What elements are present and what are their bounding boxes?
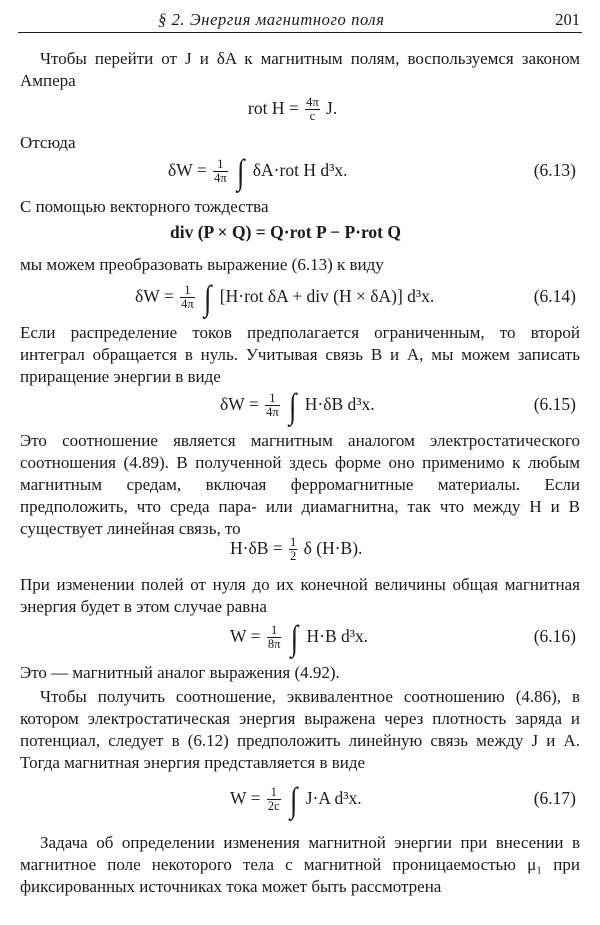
eq-6-14-fraction: $\frac{1}{4\pi}$	[181, 283, 194, 312]
equation-number-6-15: (6.15)	[533, 394, 576, 414]
word-otsyuda: Отсюда	[20, 133, 76, 152]
equation-number-6-17: (6.17)	[533, 788, 576, 808]
equation-ampere	[20, 96, 580, 130]
eq-6-17-fraction: $\frac{1}{2c}$	[267, 785, 280, 814]
eq-6-15-fraction: $\frac{1}{4\pi}$	[266, 391, 279, 420]
equation-6-14: δW = $\frac{1}{4\pi}$ ∫ [H·rot δA + div (H × δA)] d³x. (6.14)	[135, 278, 576, 318]
equation-6-15: δW = $\frac{1}{4\pi}$ ∫ H·δB d³x. (6.15)	[220, 386, 576, 426]
paragraph-magnetic-analog: Это соотношение является магнитным аналогом электростатического соотношения (4.89). В полученной здесь форме оно применимо к любым магнитным средам, включая ферромагнитные материалы. Если предположить, что среда пара- или диамагнитна, так что между H и B существует линейная связь, то	[20, 431, 580, 538]
equation-6-13: δW = $\frac{1}{4\pi}$ ∫ δA·rot H d³x. (6.13)	[168, 152, 576, 192]
integral-sign: ∫	[237, 152, 245, 192]
equation-number-6-14: (6.14)	[533, 286, 576, 306]
equation-vector-identity: div (P × Q) = Q·rot P − P·rot Q	[170, 222, 401, 242]
running-header	[18, 6, 582, 33]
paragraph-bounded-currents: Если распределение токов предполагается ограниченным, то второй интеграл обращается в нуль. Учитывая связь B и A, мы можем записать приращение энергии в виде	[20, 323, 580, 386]
integral-sign: ∫	[204, 278, 212, 318]
equation-number-6-13: (6.13)	[533, 160, 576, 180]
paragraph-field-change: При изменении полей от нуля до их конечной величины общая магнитная энергия будет в этом случае равна	[20, 575, 580, 616]
integral-sign: ∫	[289, 386, 297, 426]
paragraph-transform: мы можем преобразовать выражение (6.13) к виду	[20, 255, 384, 274]
page-number: 201	[555, 10, 580, 29]
paragraph-permeability-task: Задача об определении изменения магнитной энергии при внесении в магнитное поле некоторого тела с магнитной проницаемостью μ₁ при фиксированных источниках тока может быть рассмотрена	[20, 833, 580, 896]
paragraph-equivalent-relation: Чтобы получить соотношение, эквивалентное соотношению (4.86), в котором электростатическая энергия выражена через плотность заряда и потенциал, следует в (6.12) предположить линейную связь между J и A. Тогда магнитная энергия представляется в виде	[20, 687, 580, 772]
equation-6-17: W = $\frac{1}{2c}$ ∫ J·A d³x. (6.17)	[230, 780, 576, 820]
equation-number-6-16: (6.16)	[533, 626, 576, 646]
integral-sign: ∫	[290, 780, 298, 820]
eq-linear-fraction: $\frac{1}{2}$	[290, 535, 297, 564]
eq-ampere-fraction: $\frac{4\pi}{c}$	[306, 95, 319, 124]
eq-ampere-rhs: J.	[326, 98, 338, 118]
equation-6-16: W = $\frac{1}{8\pi}$ ∫ H·B d³x. (6.16)	[230, 618, 576, 658]
eq-6-13-fraction: $\frac{1}{4\pi}$	[214, 157, 227, 186]
paragraph-vector-identity: С помощью векторного тождества	[20, 197, 269, 216]
paragraph-ampere-intro: Чтобы перейти от J и δA к магнитным полям, воспользуемся законом Ампера	[20, 49, 580, 90]
equation-linear-relation: H·δB = $\frac{1}{2}$ δ (H·B).	[230, 535, 363, 564]
eq-ampere-lhs: rot H =	[248, 98, 299, 118]
running-header-title: § 2. Энергия магнитного поля	[158, 10, 385, 29]
paragraph-analog-4-92: Это — магнитный аналог выражения (4.92).	[20, 663, 340, 682]
integral-sign: ∫	[290, 618, 299, 658]
eq-6-16-fraction: $\frac{1}{8\pi}$	[267, 623, 281, 652]
